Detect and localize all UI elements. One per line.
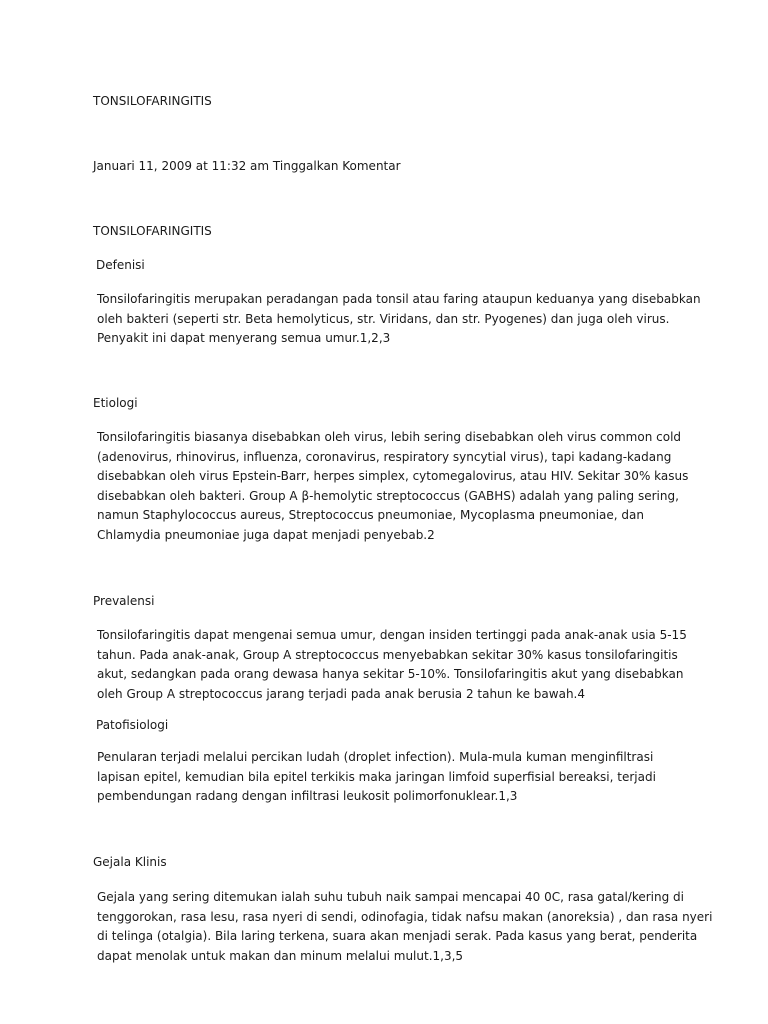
text-line: Tonsilofaringitis merupakan peradangan pada tonsil atau faring ataupun keduanya yang disebabkan: [97, 292, 701, 306]
text-line: tenggorokan, rasa lesu, rasa nyeri di sendi, odinofagia, tidak nafsu makan (anoreksia) , dan rasa nyeri: [97, 909, 713, 924]
paragraph-gejala-klinis: [93, 888, 713, 966]
text-line: Gejala yang sering ditemukan ialah suhu tubuh naik sampai mencapai 40 0C, rasa gatal/kering di: [97, 890, 684, 904]
text-line: akut, sedangkan pada orang dewasa hanya sekitar 5-10%. Tonsilofaringitis akut yang disebabkan: [97, 667, 684, 681]
text-line: tahun. Pada anak-anak, Group A streptococcus menyebabkan sekitar 30% kasus tonsilofaringitis: [97, 647, 678, 662]
text-line: Chlamydia pneumoniae juga dapat menjadi penyebab.2: [97, 527, 435, 542]
post-meta-line: Januari 11, 2009 at 11:32 am Tinggalkan Komentar: [93, 159, 401, 173]
heading-gejala-klinis: Gejala Klinis: [93, 855, 167, 869]
heading-defenisi: Defenisi: [96, 258, 145, 272]
text-line: (adenovirus, rhinovirus, influenza, coronavirus, respiratory syncytial virus), tapi kadang-kadang: [97, 449, 672, 464]
heading-patofisiologi: Patofisiologi: [96, 718, 169, 732]
text-line: dapat menolak untuk makan dan minum melalui mulut.1,3,5: [97, 948, 464, 963]
text-line: lapisan epitel, kemudian bila epitel terkikis maka jaringan limfoid superfisial bereaksi, terjadi: [97, 769, 656, 784]
heading-etiologi: Etiologi: [93, 396, 138, 410]
text-line: Tonsilofaringitis dapat mengenai semua umur, dengan insiden tertinggi pada anak-anak usia 5-15: [97, 628, 687, 642]
text-line: Penularan terjadi melalui percikan ludah (droplet infection). Mula-mula kuman menginfiltrasi: [97, 750, 654, 764]
text-line: oleh bakteri (seperti str. Beta hemolyticus, str. Viridans, dan str. Pyogenes) dan juga oleh virus.: [97, 311, 670, 326]
text-line: disebabkan oleh bakteri. Group A β-hemolytic streptococcus (GABHS) adalah yang paling sering,: [97, 488, 679, 503]
text-line: Penyakit ini dapat menyerang semua umur.1,2,3: [97, 331, 391, 345]
text-line: pembendungan radang dengan infiltrasi leukosit polimorfonuklear.1,3: [97, 789, 518, 803]
text-line: Tonsilofaringitis biasanya disebabkan oleh virus, lebih sering disebabkan oleh virus common cold: [97, 430, 682, 444]
text-line: di telinga (otalgia). Bila laring terkena, suara akan menjadi serak. Pada kasus yang berat, penderita: [97, 929, 698, 943]
paragraph-etiologi: [93, 428, 689, 545]
heading-prevalensi: Prevalensi: [93, 594, 155, 608]
section-title: TONSILOFARINGITIS: [93, 224, 212, 238]
document-title: TONSILOFARINGITIS: [93, 94, 212, 108]
text-line: disebabkan oleh virus Epstein-Barr, herpes simplex, cytomegalovirus, atau HIV. Sekitar 30% kasus: [97, 469, 689, 483]
paragraph-patofisiologi: [93, 748, 665, 807]
text-line: oleh Group A streptococcus jarang terjadi pada anak berusia 2 tahun ke bawah.4: [97, 686, 585, 701]
text-line: namun Staphylococcus aureus, Streptococcus pneumoniae, Mycoplasma pneumoniae, dan: [97, 508, 644, 522]
paragraph-defenisi: [93, 290, 701, 349]
paragraph-prevalensi: [93, 626, 687, 704]
